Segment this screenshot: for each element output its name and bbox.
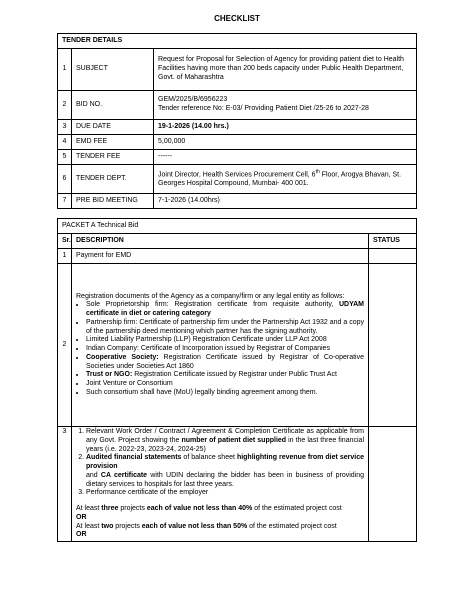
- row-value: 7-1-2026 (14.00hrs): [154, 194, 417, 209]
- row-number: 6: [58, 165, 72, 194]
- row-number: 2: [58, 91, 72, 120]
- page-title: CHECKLIST: [214, 14, 260, 23]
- list-item: • Such consortium shall have (MoU) legally binding agreement among them.: [86, 389, 364, 398]
- row-value: [154, 91, 417, 120]
- row-description: Payment for EMD: [72, 249, 369, 264]
- col-status: STATUS: [369, 234, 417, 249]
- col-sr: Sr.: [58, 234, 72, 249]
- row-label: BID NO.: [72, 91, 154, 120]
- list-item: • Sole Proprietorship firm: Registration certificate from requisite authority, UDYAM certificate in diet or catering category: [86, 301, 364, 319]
- list-item: • Cooperative Society: Registration Certificate issued by Registrar of Co-operative Societies under Societies Act 1860: [86, 354, 364, 372]
- row-value: ------: [154, 150, 417, 165]
- list-item: • Joint Venture or Consortium: [86, 380, 364, 389]
- tender-row-dept: [58, 165, 417, 194]
- row-status: [369, 427, 417, 542]
- packet-header-row: [58, 234, 417, 249]
- tender-row-pre-bid: [58, 194, 417, 209]
- tender-row-subject: [58, 49, 417, 91]
- row-number: 4: [58, 135, 72, 150]
- row-number: 2: [58, 264, 72, 427]
- list-item: 3. Performance certificate of the employer: [86, 489, 364, 498]
- experience-list: [76, 428, 364, 498]
- packet-row-registration: [58, 264, 417, 427]
- row-number: 5: [58, 150, 72, 165]
- packet-a-table: [57, 218, 417, 542]
- requirement-three-projects: At least three projects each of value not less than 40% of the estimated project cost: [76, 505, 342, 512]
- row-label: TENDER DEPT.: [72, 165, 154, 194]
- bid-number: GEM/2025/B/6956223: [158, 96, 228, 104]
- tender-row-tender-fee: [58, 150, 417, 165]
- list-item: 2. Audited financial statements of balance sheet highlighting revenue from diet service provision and CA certificate with UDIN declaring the bidder has been in business of providing dietary services to hospitals for last three years.: [86, 454, 364, 489]
- or-separator: OR: [76, 531, 87, 539]
- packet-row-experience: [58, 427, 417, 542]
- row-label: TENDER FEE: [72, 150, 154, 165]
- requirement-two-projects: At least two projects each of value not less than 50% of the estimated project cost: [76, 522, 337, 530]
- col-description: DESCRIPTION: [72, 234, 369, 249]
- row-value: 5,00,000: [154, 135, 417, 150]
- row-number: 7: [58, 194, 72, 209]
- list-item: • Limited Liability Partnership (LLP) Registration Certificate under LLP Act 2008: [86, 336, 364, 345]
- packet-row-emd: [58, 249, 417, 264]
- tender-details-table: [57, 33, 417, 209]
- registration-list: [76, 301, 364, 397]
- row-value: 19-1-2026 (14.00 hrs.): [154, 120, 417, 135]
- row-number: 3: [58, 427, 72, 542]
- list-item: • Trust or NGO: Registration Certificate issued by Registrar under Public Trust Act: [86, 371, 364, 380]
- tender-row-due-date: [58, 120, 417, 135]
- row-status: [369, 264, 417, 427]
- tender-row-bid-no: [58, 91, 417, 120]
- list-item: 1. Relevant Work Order / Contract / Agreement & Completion Certificate as applicable from any Govt. Project showing the number of patient diet supplied in the last three financial years (i.e. 2022-23, 2023-24, 2024-25): [86, 428, 364, 454]
- row-status: [369, 249, 417, 264]
- or-separator: OR: [76, 513, 87, 521]
- row-number: 1: [58, 49, 72, 91]
- registration-intro: Registration documents of the Agency as a company/firm or any legal entity as follows:: [76, 292, 345, 300]
- row-value: Joint Director, Health Services Procurement Cell, 6th Floor, Arogya Bhavan, St. Georges Hospital Compound, Mumbai- 400 001.: [154, 165, 417, 194]
- row-number: 3: [58, 120, 72, 135]
- row-label: EMD FEE: [72, 135, 154, 150]
- row-label: SUBJECT: [72, 49, 154, 91]
- row-number: 1: [58, 249, 72, 264]
- row-label: DUE DATE: [72, 120, 154, 135]
- row-description: [72, 427, 369, 542]
- row-label: PRE BID MEETING: [72, 194, 154, 209]
- tender-row-emd-fee: [58, 135, 417, 150]
- row-description: [72, 264, 369, 427]
- row-value: Request for Proposal for Selection of Agency for providing patient diet to Health Facilities having more than 200 beds capacity under Public Health Department, Govt. of Maharashtra: [154, 49, 417, 91]
- tender-details-heading: TENDER DETAILS: [58, 34, 417, 49]
- list-item: • Partnership firm: Certificate of partnership firm under the Partnership Act 1932 and a copy of the partnership deed mentioning which partner has the signing authority.: [86, 319, 364, 337]
- tender-reference: Tender reference No: E-03/ Providing Patient Diet /25-26 to 2027-28: [158, 105, 369, 112]
- packet-a-heading: PACKET A Technical Bid: [58, 219, 417, 234]
- list-item: • Indian Company: Certificate of Incorporation issued by Registrar of Companies: [86, 345, 364, 354]
